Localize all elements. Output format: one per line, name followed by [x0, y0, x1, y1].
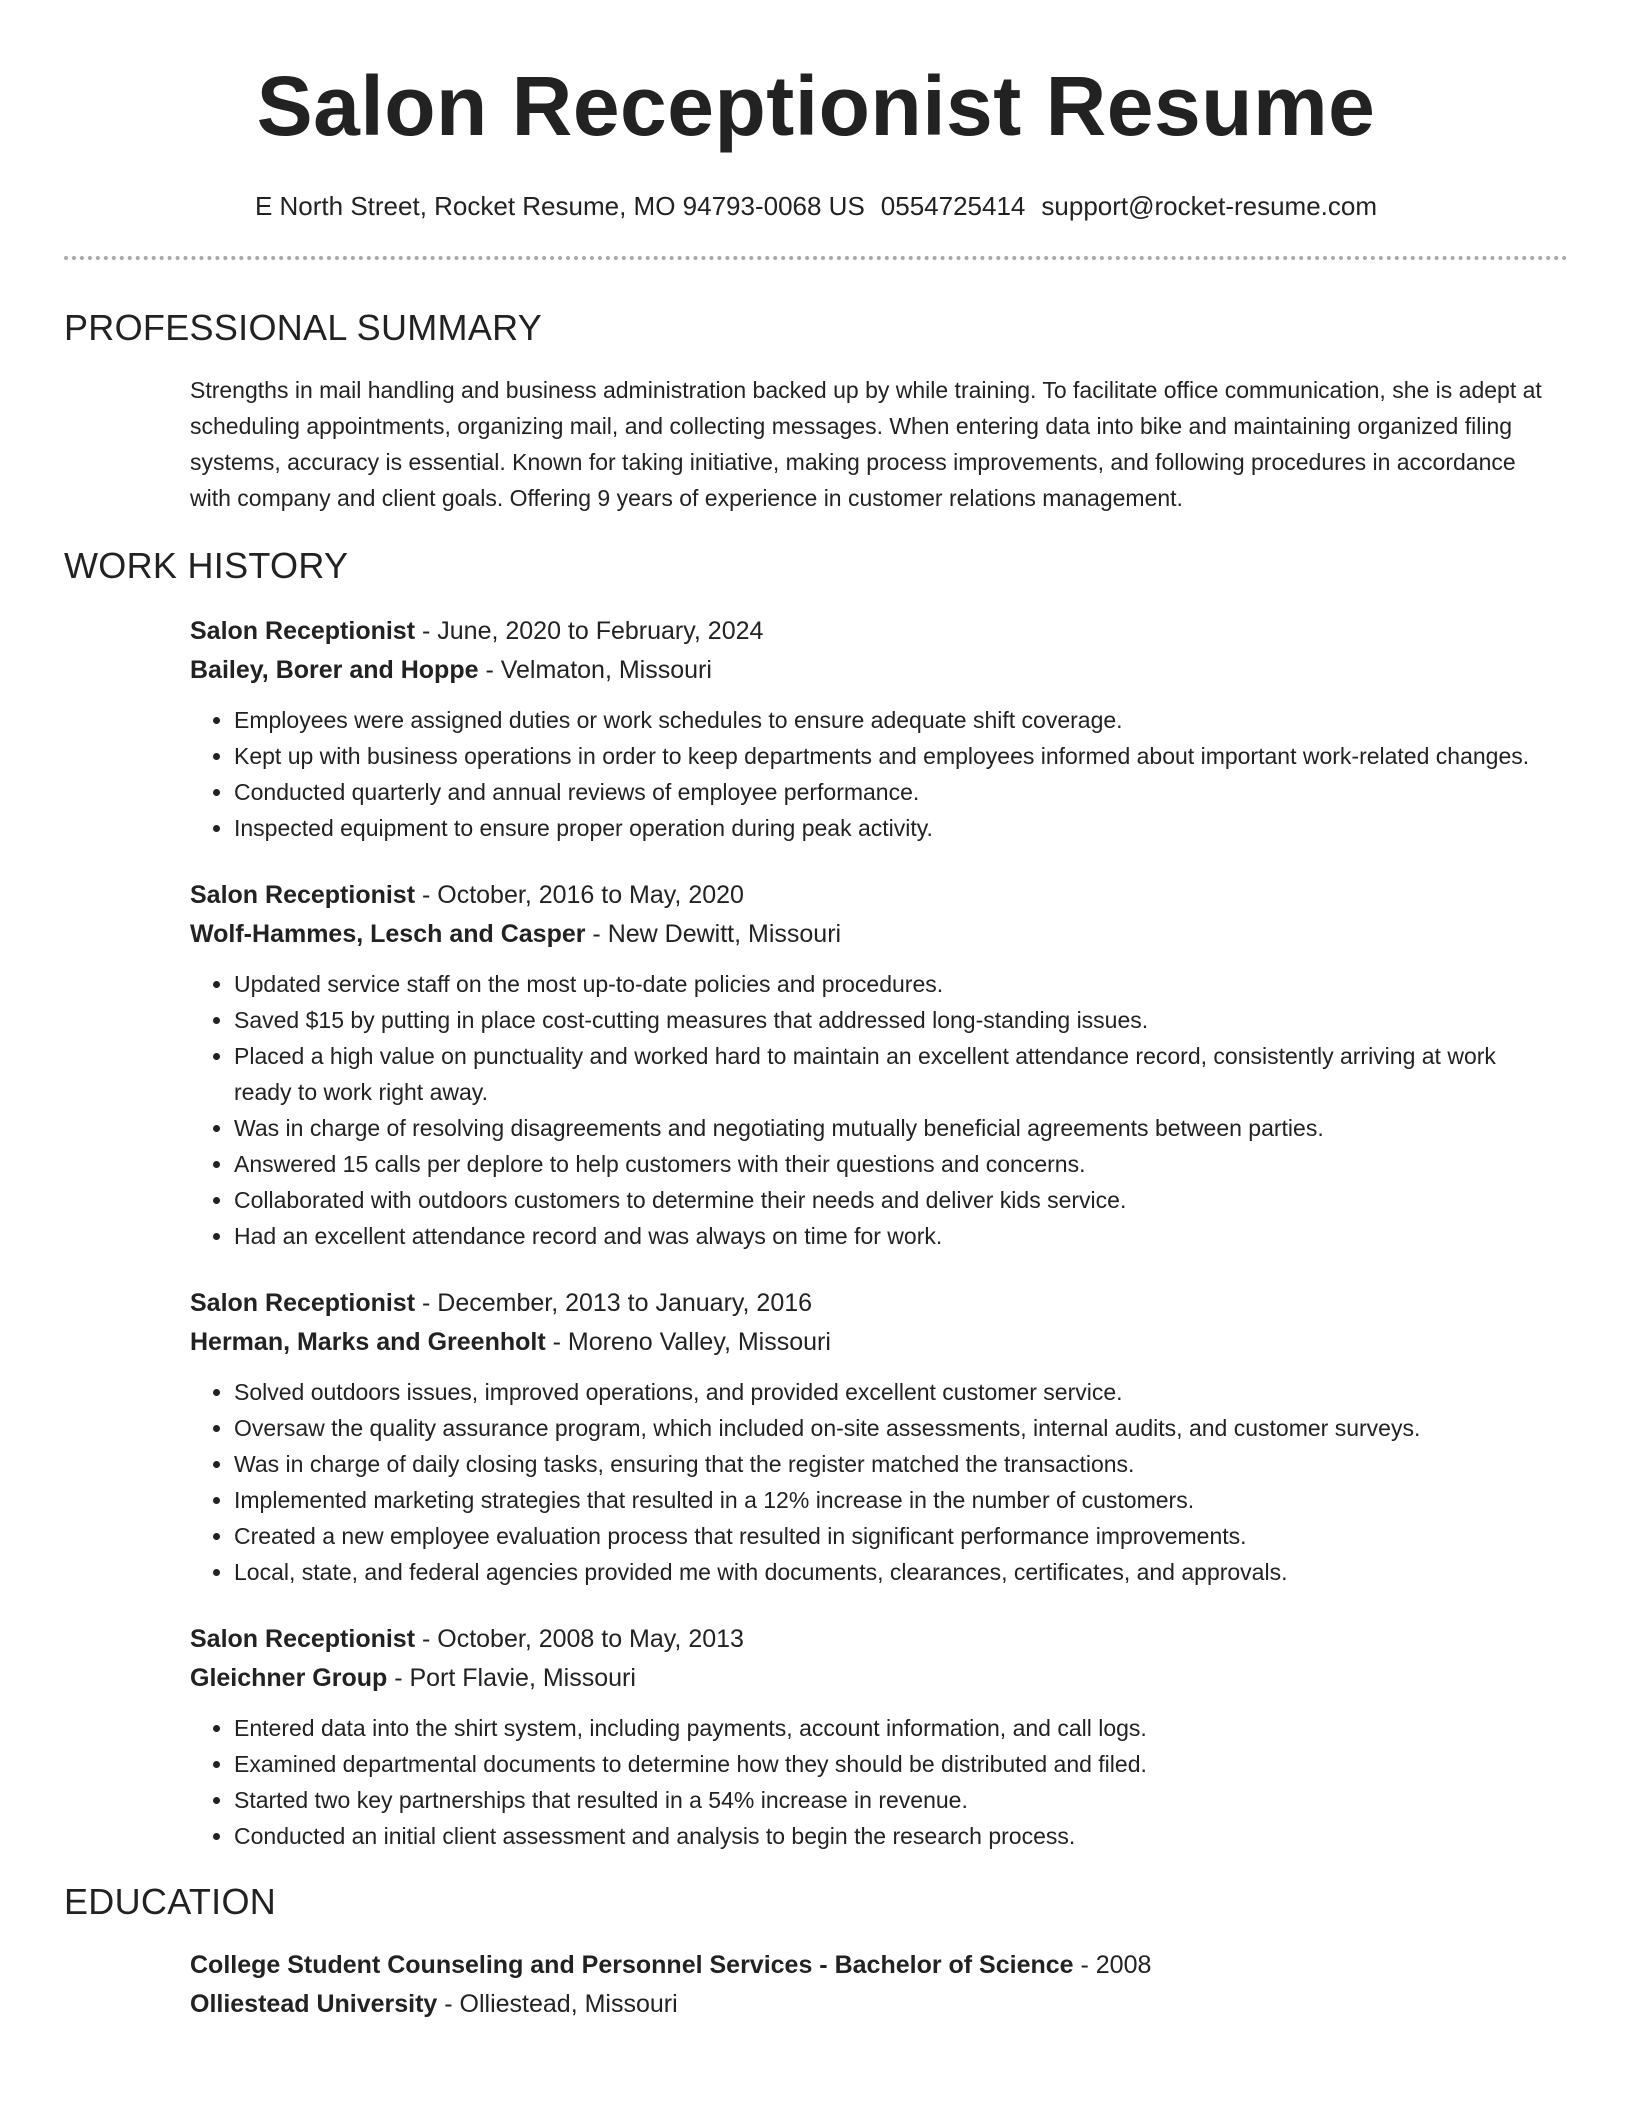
bullet-item: • Answered 15 calls per deplore to help customers with their questions and concerns. — [234, 1146, 1554, 1182]
job-company-line — [190, 1323, 1568, 1362]
bullet-item: • Entered data into the shirt system, including payments, account information, and call logs. — [234, 1710, 1554, 1746]
education-school-line — [190, 1985, 1568, 2024]
bullet-item: • Was in charge of resolving disagreements and negotiating mutually beneficial agreements between parties. — [234, 1110, 1554, 1146]
job-company-line — [190, 1659, 1568, 1698]
bullet-item: • Saved $15 by putting in place cost-cutting measures that addressed long-standing issues. — [234, 1002, 1554, 1038]
education-location: - Olliestead, Missouri — [437, 1990, 678, 2018]
job-title: Salon Receptionist — [190, 617, 416, 645]
job-bullets — [190, 1710, 1554, 1854]
job-location: - New Dewitt, Missouri — [585, 920, 842, 948]
bullet-item: • Updated service staff on the most up-to-date policies and procedures. — [234, 966, 1554, 1002]
education-heading: EDUCATION — [64, 1881, 277, 1922]
job-title-line — [190, 1620, 1568, 1659]
bullet-item: • Oversaw the quality assurance program, which included on-site assessments, internal audits, and customer surveys. — [234, 1410, 1554, 1446]
education-degree-line — [190, 1946, 1568, 1985]
job-entry — [190, 612, 1568, 846]
bullet-item: • Employees were assigned duties or work schedules to ensure adequate shift coverage. — [234, 702, 1554, 738]
bullet-item: • Implemented marketing strategies that resulted in a 12% increase in the number of customers. — [234, 1482, 1554, 1518]
job-title: Salon Receptionist — [190, 1625, 416, 1653]
bullet-item: • Conducted an initial client assessment and analysis to begin the research process. — [234, 1818, 1554, 1854]
dotted-divider — [64, 256, 1568, 260]
job-company: Wolf-Hammes, Lesch and Casper — [190, 920, 586, 948]
contact-info — [64, 190, 1568, 222]
education-school: Olliestead University — [190, 1990, 438, 2018]
bullet-item: • Examined departmental documents to determine how they should be distributed and filed. — [234, 1746, 1554, 1782]
job-location: - Port Flavie, Missouri — [387, 1664, 636, 1692]
bullet-item: • Had an excellent attendance record and was always on time for work. — [234, 1218, 1554, 1254]
job-title-line — [190, 876, 1568, 915]
bullet-item: • Placed a high value on punctuality and worked hard to maintain an excellent attendance record, consistently arriving at work ready to work right away. — [234, 1038, 1554, 1110]
job-title: Salon Receptionist — [190, 1289, 416, 1317]
bullet-item: • Inspected equipment to ensure proper operation during peak activity. — [234, 810, 1554, 846]
job-company-line — [190, 915, 1568, 954]
education-degree: College Student Counseling and Personnel Services - Bachelor of Science — [190, 1951, 1074, 1979]
job-company-line — [190, 651, 1568, 690]
bullet-item: • Solved outdoors issues, improved operations, and provided excellent customer service. — [234, 1374, 1554, 1410]
resume-page — [64, 0, 1568, 2024]
job-bullets — [190, 1374, 1554, 1590]
job-bullets — [190, 966, 1554, 1254]
job-location: - Moreno Valley, Missouri — [545, 1328, 831, 1356]
job-entry — [190, 1284, 1568, 1590]
job-location: - Velmaton, Missouri — [478, 656, 712, 684]
resume-title: Salon Receptionist Resume — [256, 59, 1376, 153]
bullet-item: • Collaborated with outdoors customers to determine their needs and deliver kids service. — [234, 1182, 1554, 1218]
job-dates: - December, 2013 to January, 2016 — [415, 1289, 813, 1317]
job-bullets — [190, 702, 1554, 846]
job-dates: - June, 2020 to February, 2024 — [415, 617, 764, 645]
bullet-item: • Kept up with business operations in order to keep departments and employees informed about important work-related changes. — [234, 738, 1554, 774]
summary-text: Strengths in mail handling and business administration backed up by while training. To facilitate office communication, she is adept at scheduling appointments, organizing mail, and collecting messages. When entering data into bike and maintaining organized filing systems, accuracy is essential. Known for taking initiative, making process improvements, and following procedures in accordance with company and client goals. Offering 9 years of experience in customer relations management. — [190, 377, 1542, 511]
bullet-item: • Was in charge of daily closing tasks, ensuring that the register matched the transactions. — [234, 1446, 1554, 1482]
bullet-item: • Started two key partnerships that resulted in a 54% increase in revenue. — [234, 1782, 1554, 1818]
job-title-line — [190, 1284, 1568, 1323]
bullet-item: • Local, state, and federal agencies provided me with documents, clearances, certificates, and approvals. — [234, 1554, 1554, 1590]
job-title-line — [190, 612, 1568, 651]
job-entry — [190, 1620, 1568, 1854]
contact-email: support@rocket-resume.com — [1041, 191, 1378, 221]
job-company: Gleichner Group — [190, 1664, 388, 1692]
bullet-item: • Conducted quarterly and annual reviews of employee performance. — [234, 774, 1554, 810]
contact-address: E North Street, Rocket Resume, MO 94793-0068 US — [254, 191, 865, 221]
summary-heading: PROFESSIONAL SUMMARY — [64, 307, 543, 348]
job-dates: - October, 2008 to May, 2013 — [415, 1625, 744, 1653]
work-history-heading: WORK HISTORY — [64, 545, 349, 586]
education-entry — [190, 1946, 1568, 2024]
job-company: Herman, Marks and Greenholt — [190, 1328, 546, 1356]
job-company: Bailey, Borer and Hoppe — [190, 656, 479, 684]
bullet-item: • Created a new employee evaluation process that resulted in significant performance improvements. — [234, 1518, 1554, 1554]
job-entry — [190, 876, 1568, 1254]
education-year: - 2008 — [1073, 1951, 1152, 1979]
job-dates: - October, 2016 to May, 2020 — [415, 881, 744, 909]
contact-phone: 0554725414 — [880, 191, 1026, 221]
job-title: Salon Receptionist — [190, 881, 416, 909]
